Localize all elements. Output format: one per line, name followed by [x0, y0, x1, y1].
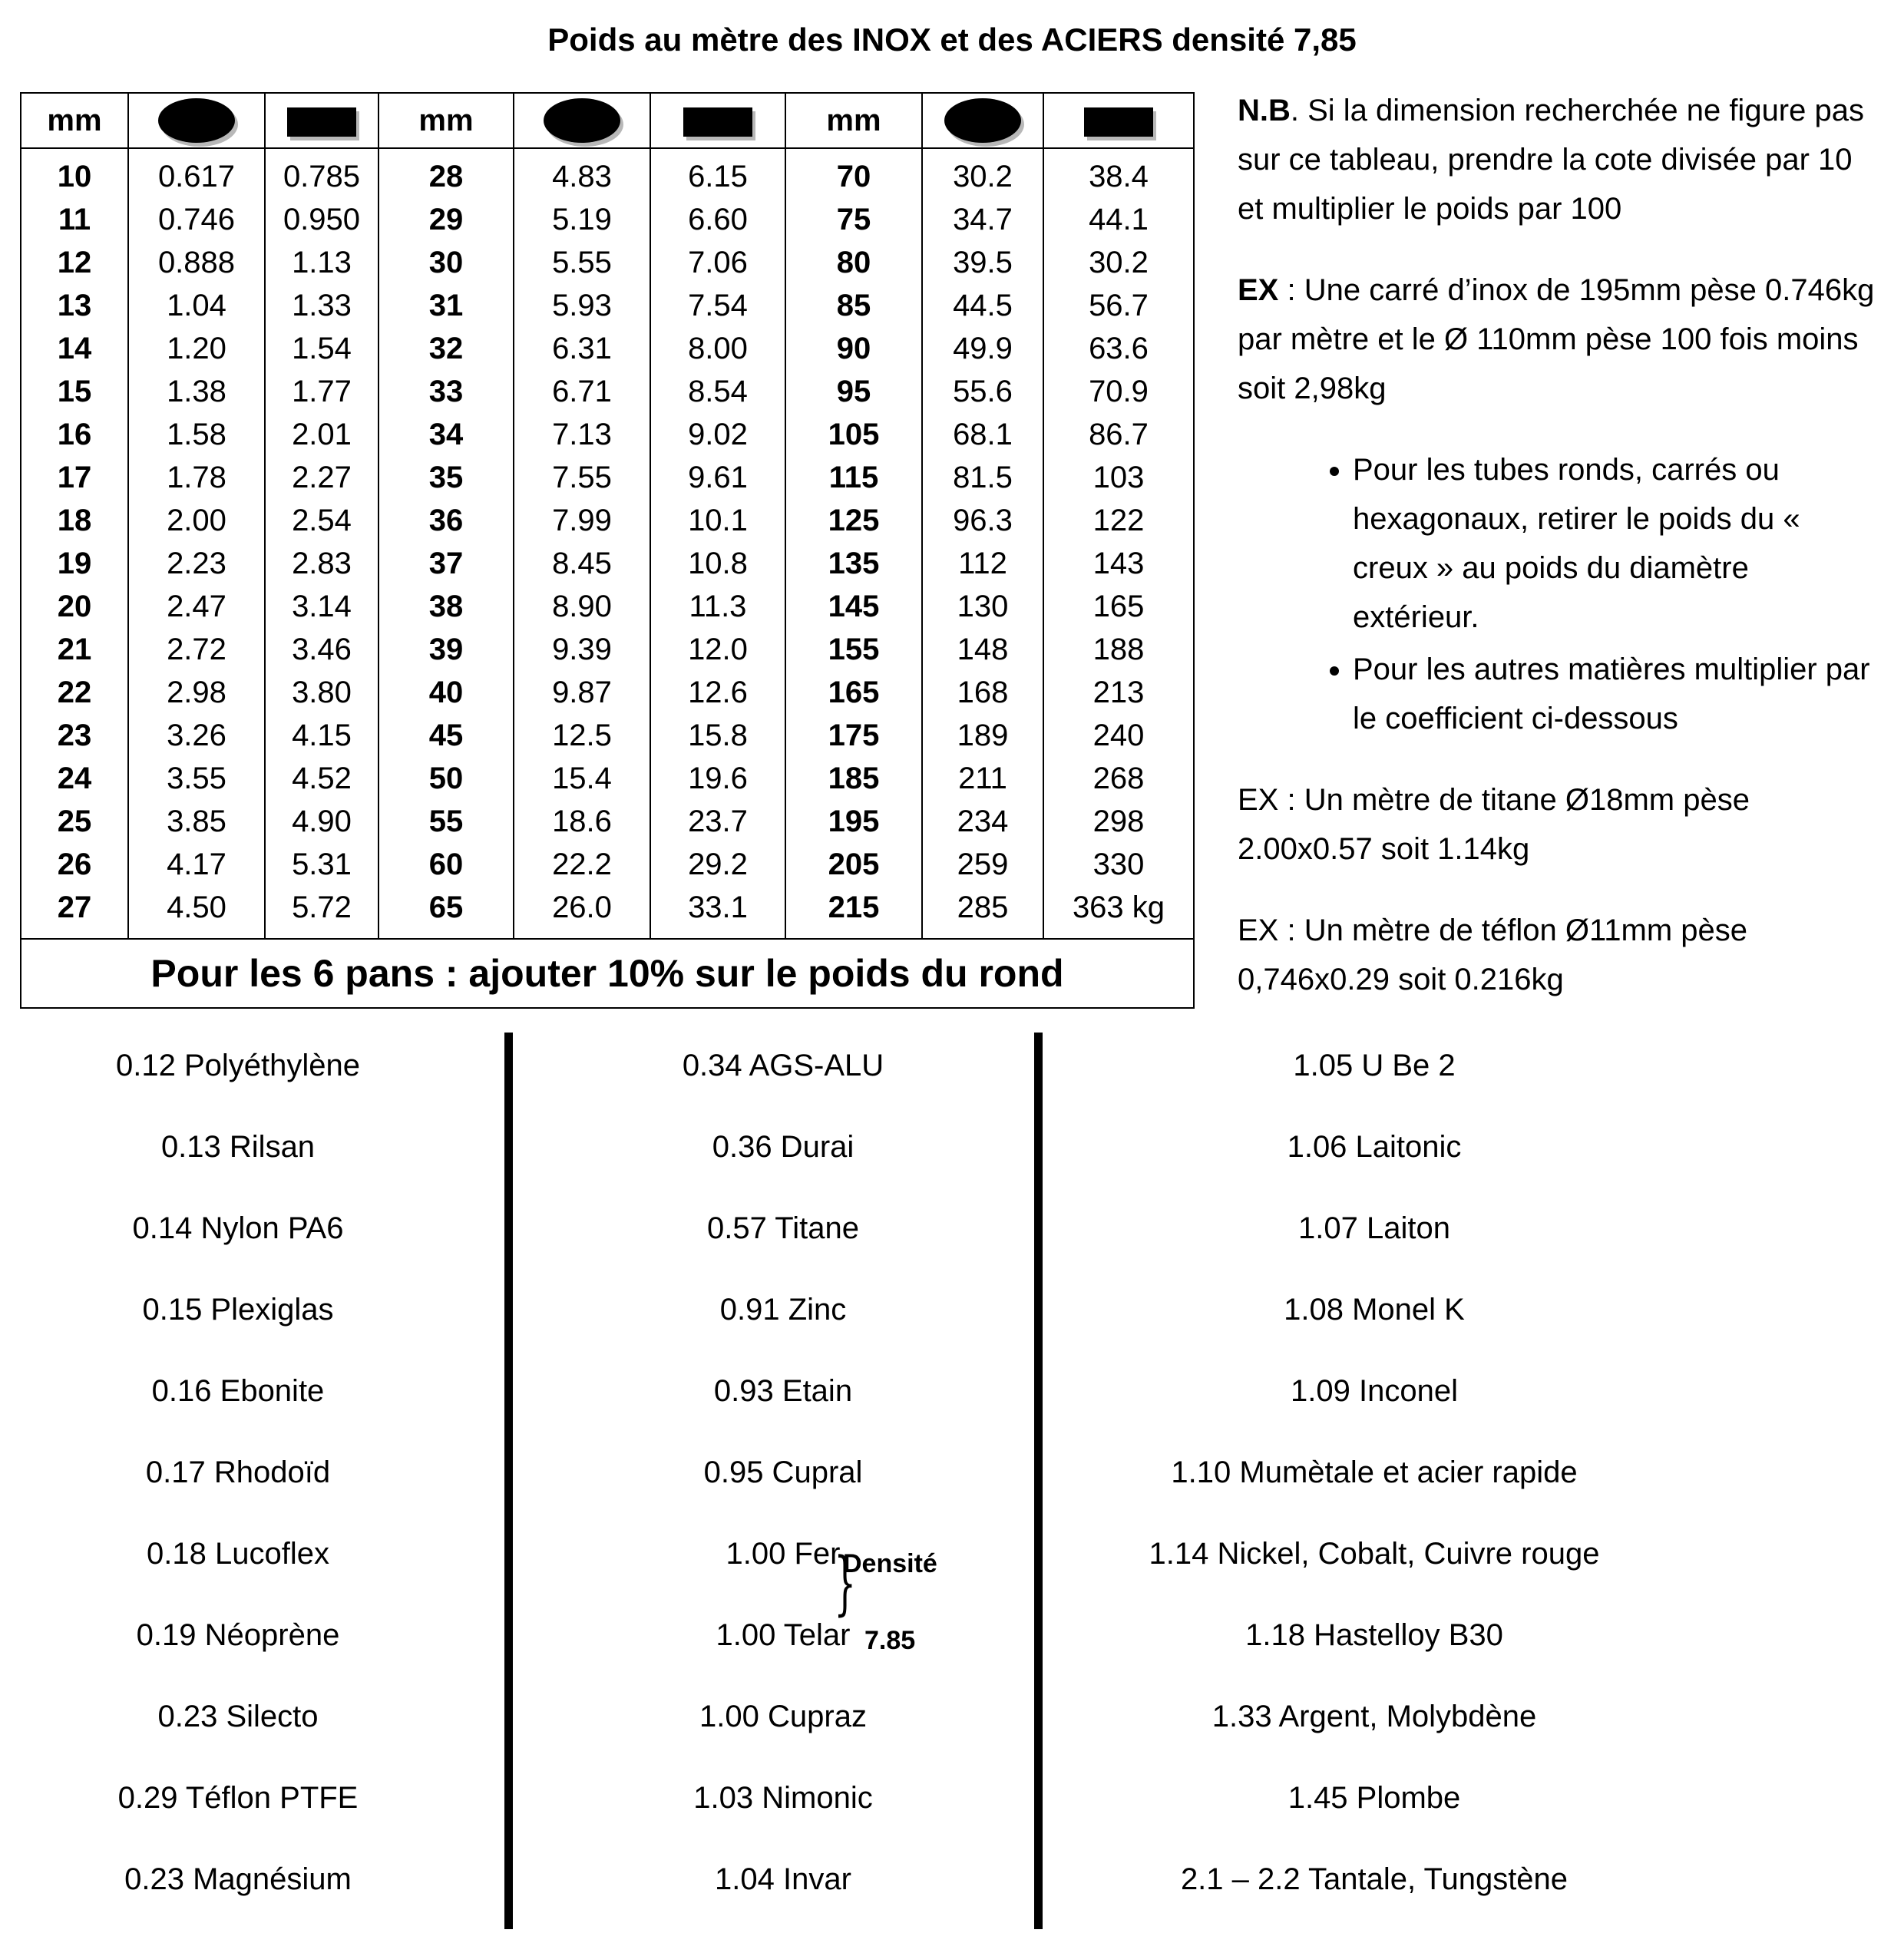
square-weight-cell: 213 [1043, 671, 1194, 714]
coefficient-item: 1.10 Mumètale et acier rapide [1171, 1456, 1578, 1489]
round-weight-cell: 234 [922, 800, 1043, 843]
square-weight-cell: 3.80 [265, 671, 378, 714]
round-weight-cell: 2.72 [128, 628, 265, 671]
round-weight-cell: 5.55 [514, 241, 650, 284]
table-row [21, 714, 1194, 757]
coefficient-item: 1.05 U Be 2 [1293, 1049, 1456, 1082]
square-weight-cell: 7.54 [650, 284, 785, 327]
mm-cell: 50 [378, 757, 514, 800]
square-weight-cell: 2.83 [265, 542, 378, 585]
square-weight-cell: 165 [1043, 585, 1194, 628]
round-weight-cell: 8.45 [514, 542, 650, 585]
coefficient-item: 0.36 Durai [712, 1130, 854, 1164]
mm-cell: 31 [378, 284, 514, 327]
mm-cell: 16 [21, 413, 128, 456]
coefficient-item: 1.18 Hastelloy B30 [1245, 1618, 1503, 1652]
mm-cell: 135 [785, 542, 922, 585]
ex1-label: EX [1238, 273, 1279, 307]
round-weight-cell: 2.47 [128, 585, 265, 628]
square-header [265, 93, 378, 148]
mm-header: mm [785, 93, 922, 148]
coefficient-item: 1.09 Inconel [1291, 1374, 1458, 1408]
coefficient-item: 1.33 Argent, Molybdène [1211, 1700, 1537, 1733]
square-weight-cell: 9.02 [650, 413, 785, 456]
square-header [650, 93, 785, 148]
round-weight-cell: 189 [922, 714, 1043, 757]
square-weight-cell: 12.0 [650, 628, 785, 671]
square-weight-cell: 298 [1043, 800, 1194, 843]
column-divider [504, 1033, 513, 1929]
square-weight-cell: 2.54 [265, 499, 378, 542]
round-weight-cell: 1.20 [128, 327, 265, 370]
bullet-list [1238, 445, 1883, 743]
table-row [21, 585, 1194, 628]
table-row [21, 148, 1194, 198]
coefficient-item: 2.1 – 2.2 Tantale, Tungstène [1180, 1862, 1568, 1896]
square-weight-cell: 240 [1043, 714, 1194, 757]
rectangle-icon [287, 107, 356, 137]
mm-cell: 105 [785, 413, 922, 456]
table-row [21, 327, 1194, 370]
square-weight-cell: 4.52 [265, 757, 378, 800]
table-footer-row [21, 939, 1194, 1008]
coefficient-item: 0.23 Magnésium [124, 1862, 352, 1896]
square-weight-cell: 4.90 [265, 800, 378, 843]
coefficient-column-3 [1075, 1038, 1674, 1933]
mm-cell: 13 [21, 284, 128, 327]
round-weight-cell: 5.19 [514, 198, 650, 241]
round-weight-cell: 9.39 [514, 628, 650, 671]
square-weight-cell: 70.9 [1043, 370, 1194, 413]
coefficient-item: 1.00 Fer [726, 1537, 841, 1571]
round-weight-cell: 148 [922, 628, 1043, 671]
round-weight-cell: 2.00 [128, 499, 265, 542]
table-row [21, 499, 1194, 542]
mm-cell: 22 [21, 671, 128, 714]
round-weight-cell: 7.13 [514, 413, 650, 456]
square-weight-cell: 12.6 [650, 671, 785, 714]
round-weight-cell: 12.5 [514, 714, 650, 757]
square-weight-cell: 10.1 [650, 499, 785, 542]
coefficient-item: 0.12 Polyéthylène [115, 1049, 360, 1082]
ex1-text: : Une carré d’inox de 195mm pèse 0.746kg par mètre et le Ø 110mm pèse 100 fois moins soit 2,98kg [1238, 273, 1875, 405]
round-weight-cell: 5.93 [514, 284, 650, 327]
mm-cell: 14 [21, 327, 128, 370]
square-weight-cell: 15.8 [650, 714, 785, 757]
square-weight-cell: 5.72 [265, 886, 378, 939]
mm-cell: 115 [785, 456, 922, 499]
square-weight-cell: 33.1 [650, 886, 785, 939]
table-row [21, 456, 1194, 499]
mm-cell: 165 [785, 671, 922, 714]
square-weight-cell: 63.6 [1043, 327, 1194, 370]
square-weight-cell: 23.7 [650, 800, 785, 843]
coefficient-item: 0.14 Nylon PA6 [132, 1211, 344, 1245]
mm-header: mm [378, 93, 514, 148]
round-header [128, 93, 265, 148]
coefficient-item: 1.00 Telar [716, 1618, 851, 1652]
round-weight-cell: 4.83 [514, 148, 650, 198]
table-row [21, 671, 1194, 714]
mm-cell: 20 [21, 585, 128, 628]
coefficient-item: 1.03 Nimonic [693, 1781, 873, 1815]
square-weight-cell: 4.15 [265, 714, 378, 757]
round-weight-cell: 3.55 [128, 757, 265, 800]
square-weight-cell: 1.54 [265, 327, 378, 370]
example-1 [1238, 266, 1883, 413]
coefficient-item: 1.08 Monel K [1284, 1293, 1465, 1327]
round-weight-cell: 96.3 [922, 499, 1043, 542]
square-weight-cell: 56.7 [1043, 284, 1194, 327]
page-title: Poids au mètre des INOX et des ACIERS densité 7,85 [547, 21, 1357, 58]
square-weight-cell: 44.1 [1043, 198, 1194, 241]
round-weight-cell: 0.746 [128, 198, 265, 241]
table-row [21, 886, 1194, 939]
square-weight-cell: 6.60 [650, 198, 785, 241]
mm-header: mm [21, 93, 128, 148]
mm-cell: 45 [378, 714, 514, 757]
mm-cell: 17 [21, 456, 128, 499]
mm-cell: 27 [21, 886, 128, 939]
nb-label: N.B [1238, 94, 1291, 127]
square-weight-cell: 0.785 [265, 148, 378, 198]
round-weight-cell: 1.38 [128, 370, 265, 413]
mm-cell: 75 [785, 198, 922, 241]
mm-cell: 70 [785, 148, 922, 198]
mm-cell: 34 [378, 413, 514, 456]
square-weight-cell: 7.06 [650, 241, 785, 284]
round-weight-cell: 112 [922, 542, 1043, 585]
coefficient-item: 1.06 Laitonic [1287, 1130, 1462, 1164]
square-weight-cell: 8.54 [650, 370, 785, 413]
nb-note [1238, 86, 1883, 233]
round-weight-cell: 34.7 [922, 198, 1043, 241]
coefficient-item: 0.17 Rhodoïd [145, 1456, 331, 1489]
notes-panel [1238, 86, 1883, 1036]
round-weight-cell: 26.0 [514, 886, 650, 939]
mm-cell: 19 [21, 542, 128, 585]
round-weight-cell: 18.6 [514, 800, 650, 843]
round-weight-cell: 68.1 [922, 413, 1043, 456]
coefficient-column-2 [583, 1038, 983, 1933]
round-weight-cell: 30.2 [922, 148, 1043, 198]
round-weight-cell: 0.617 [128, 148, 265, 198]
square-weight-cell: 0.950 [265, 198, 378, 241]
mm-cell: 215 [785, 886, 922, 939]
coefficient-item: 0.29 Téflon PTFE [117, 1781, 359, 1815]
round-weight-cell: 15.4 [514, 757, 650, 800]
round-weight-cell: 6.31 [514, 327, 650, 370]
table-row [21, 241, 1194, 284]
round-weight-cell: 39.5 [922, 241, 1043, 284]
coefficient-item: 0.95 Cupral [703, 1456, 863, 1489]
round-weight-cell: 259 [922, 843, 1043, 886]
coefficient-item: 1.00 Cupraz [699, 1700, 867, 1733]
square-weight-cell: 30.2 [1043, 241, 1194, 284]
mm-cell: 65 [378, 886, 514, 939]
coefficient-item: 0.34 AGS-ALU [682, 1049, 884, 1082]
round-weight-cell: 81.5 [922, 456, 1043, 499]
round-weight-cell: 8.90 [514, 585, 650, 628]
mm-cell: 35 [378, 456, 514, 499]
square-weight-cell: 5.31 [265, 843, 378, 886]
mm-cell: 175 [785, 714, 922, 757]
round-header [514, 93, 650, 148]
table-row [21, 542, 1194, 585]
table-body [21, 148, 1194, 939]
mm-cell: 26 [21, 843, 128, 886]
densite-label: Densité [843, 1549, 937, 1578]
round-weight-cell: 6.71 [514, 370, 650, 413]
round-weight-cell: 2.23 [128, 542, 265, 585]
mm-cell: 30 [378, 241, 514, 284]
coefficient-item: 1.04 Invar [715, 1862, 851, 1896]
square-weight-cell: 3.14 [265, 585, 378, 628]
round-weight-cell: 9.87 [514, 671, 650, 714]
mm-cell: 33 [378, 370, 514, 413]
round-weight-cell: 1.04 [128, 284, 265, 327]
mm-cell: 23 [21, 714, 128, 757]
square-weight-cell: 268 [1043, 757, 1194, 800]
mm-cell: 39 [378, 628, 514, 671]
square-weight-cell: 2.01 [265, 413, 378, 456]
table-row [21, 284, 1194, 327]
round-weight-cell: 44.5 [922, 284, 1043, 327]
mm-cell: 185 [785, 757, 922, 800]
mm-cell: 125 [785, 499, 922, 542]
mm-cell: 32 [378, 327, 514, 370]
ellipse-icon [158, 98, 235, 143]
list-item: • Pour les tubes ronds, carrés ou hexagonaux, retirer le poids du « creux » au poids du diamètre extérieur. [1353, 445, 1883, 642]
densite-value: 7.85 [864, 1626, 916, 1655]
round-weight-cell: 3.26 [128, 714, 265, 757]
mm-cell: 40 [378, 671, 514, 714]
round-weight-cell: 1.78 [128, 456, 265, 499]
table-row [21, 198, 1194, 241]
square-weight-cell: 10.8 [650, 542, 785, 585]
table-row [21, 628, 1194, 671]
brace-icon: } [834, 1543, 856, 1624]
mm-cell: 21 [21, 628, 128, 671]
round-weight-cell: 4.50 [128, 886, 265, 939]
square-weight-cell: 1.33 [265, 284, 378, 327]
example-2: EX : Un mètre de titane Ø18mm pèse 2.00x0.57 soit 1.14kg [1238, 783, 1750, 866]
square-weight-cell: 188 [1043, 628, 1194, 671]
mm-cell: 205 [785, 843, 922, 886]
mm-cell: 90 [785, 327, 922, 370]
mm-cell: 10 [21, 148, 128, 198]
coefficient-item: 1.45 Plombe [1288, 1781, 1461, 1815]
square-weight-cell: 330 [1043, 843, 1194, 886]
rectangle-icon [683, 107, 752, 137]
mm-cell: 28 [378, 148, 514, 198]
mm-cell: 145 [785, 585, 922, 628]
coefficient-column-1 [46, 1038, 430, 1933]
coefficient-item: 0.16 Ebonite [151, 1374, 325, 1408]
mm-cell: 85 [785, 284, 922, 327]
mm-cell: 155 [785, 628, 922, 671]
column-divider [1034, 1033, 1043, 1929]
mm-cell: 38 [378, 585, 514, 628]
table-row [21, 370, 1194, 413]
round-weight-cell: 285 [922, 886, 1043, 939]
square-weight-cell: 1.77 [265, 370, 378, 413]
round-weight-cell: 168 [922, 671, 1043, 714]
mm-cell: 24 [21, 757, 128, 800]
table-row [21, 800, 1194, 843]
square-weight-cell: 143 [1043, 542, 1194, 585]
round-weight-cell: 0.888 [128, 241, 265, 284]
round-weight-cell: 7.55 [514, 456, 650, 499]
coefficient-item: 1.07 Laiton [1298, 1211, 1450, 1245]
round-header [922, 93, 1043, 148]
mm-cell: 29 [378, 198, 514, 241]
coefficient-item: 0.15 Plexiglas [142, 1293, 334, 1327]
square-weight-cell: 122 [1043, 499, 1194, 542]
table-row [21, 843, 1194, 886]
mm-cell: 11 [21, 198, 128, 241]
round-weight-cell: 55.6 [922, 370, 1043, 413]
table-footer-note: Pour les 6 pans : ajouter 10% sur le poids du rond [21, 939, 1194, 1008]
mm-cell: 195 [785, 800, 922, 843]
square-weight-cell: 9.61 [650, 456, 785, 499]
table-row [21, 413, 1194, 456]
mm-cell: 55 [378, 800, 514, 843]
ellipse-icon [544, 98, 620, 143]
square-weight-cell: 19.6 [650, 757, 785, 800]
square-weight-cell: 2.27 [265, 456, 378, 499]
coefficient-item: 0.13 Rilsan [160, 1130, 316, 1164]
list-item: • Pour les autres matières multiplier par le coefficient ci-dessous [1353, 645, 1883, 743]
square-weight-cell: 11.3 [650, 585, 785, 628]
coefficient-item: 0.93 Etain [713, 1374, 853, 1408]
coefficient-item: 0.18 Lucoflex [147, 1537, 329, 1571]
mm-cell: 95 [785, 370, 922, 413]
coefficient-item: 0.91 Zinc [719, 1293, 847, 1327]
coefficient-item: 0.23 Silecto [157, 1700, 319, 1733]
square-weight-cell: 86.7 [1043, 413, 1194, 456]
round-weight-cell: 49.9 [922, 327, 1043, 370]
round-weight-cell: 211 [922, 757, 1043, 800]
round-weight-cell: 2.98 [128, 671, 265, 714]
weight-table [20, 92, 1195, 1009]
nb-text: . Si la dimension recherchée ne figure pas sur ce tableau, prendre la cote divisée par 10 et multiplier le poids par 100 [1238, 94, 1864, 226]
mm-cell: 25 [21, 800, 128, 843]
square-weight-cell: 6.15 [650, 148, 785, 198]
square-weight-cell: 8.00 [650, 327, 785, 370]
table-row [21, 757, 1194, 800]
round-weight-cell: 130 [922, 585, 1043, 628]
round-weight-cell: 3.85 [128, 800, 265, 843]
round-weight-cell: 1.58 [128, 413, 265, 456]
square-header [1043, 93, 1194, 148]
square-weight-cell: 1.13 [265, 241, 378, 284]
square-weight-cell: 3.46 [265, 628, 378, 671]
mm-cell: 80 [785, 241, 922, 284]
mm-cell: 36 [378, 499, 514, 542]
example-3: EX : Un mètre de téflon Ø11mm pèse 0,746x0.29 soit 0.216kg [1238, 914, 1748, 996]
mm-cell: 18 [21, 499, 128, 542]
mm-cell: 37 [378, 542, 514, 585]
coefficient-item: 1.14 Nickel, Cobalt, Cuivre rouge [1149, 1537, 1600, 1571]
round-weight-cell: 7.99 [514, 499, 650, 542]
square-weight-cell: 363 kg [1043, 886, 1194, 939]
mm-cell: 60 [378, 843, 514, 886]
mm-cell: 15 [21, 370, 128, 413]
round-weight-cell: 22.2 [514, 843, 650, 886]
square-weight-cell: 29.2 [650, 843, 785, 886]
coefficient-item: 0.19 Néoprène [136, 1618, 340, 1652]
square-weight-cell: 38.4 [1043, 148, 1194, 198]
table-header-row [21, 93, 1194, 148]
mm-cell: 12 [21, 241, 128, 284]
rectangle-icon [1084, 107, 1153, 137]
square-weight-cell: 103 [1043, 456, 1194, 499]
coefficient-item: 0.57 Titane [707, 1211, 859, 1245]
round-weight-cell: 4.17 [128, 843, 265, 886]
ellipse-icon [944, 98, 1021, 143]
